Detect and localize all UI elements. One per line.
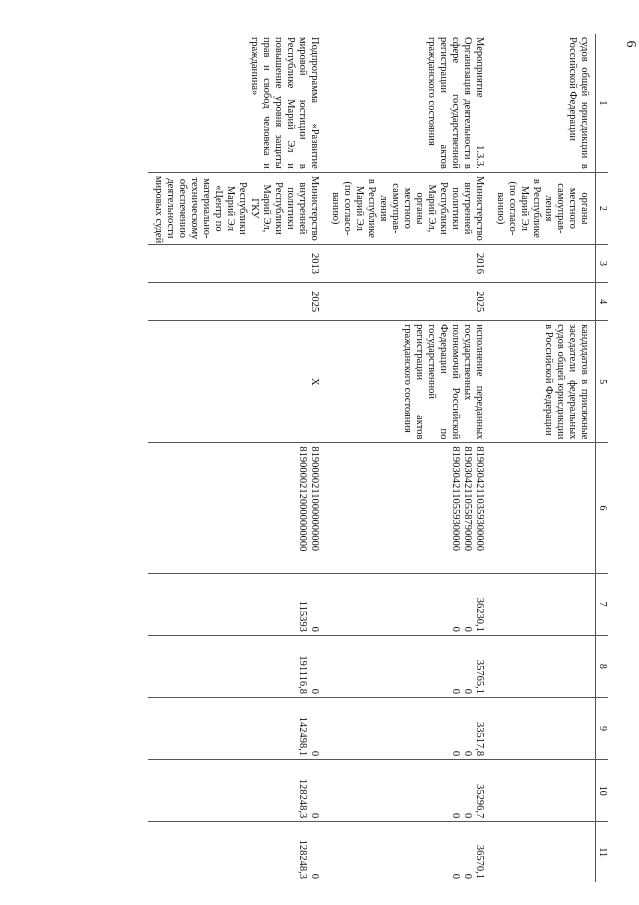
amount-cell-10 — [325, 760, 490, 822]
amount-value: 35296,7 — [474, 784, 485, 819]
budget-code: 81900002120000000000 — [297, 446, 308, 552]
executor-line: ванию) — [495, 192, 506, 225]
executor-line: ления — [378, 195, 389, 222]
measure-name-cell: судов общей юрисдикции в Российской Федерации — [567, 37, 590, 169]
executor-line: материально- — [201, 178, 212, 239]
end-year-cell: 2025 — [325, 283, 490, 321]
executor-line: ГКУ — [249, 198, 260, 219]
amount-cell-8 — [148, 635, 325, 697]
executor-line: мировых судей — [153, 175, 164, 244]
executor-cell — [490, 172, 596, 244]
table-body — [148, 34, 596, 882]
amount-value: 0 — [309, 813, 320, 819]
amount-value: 0 — [309, 626, 320, 632]
executor-line: местного — [567, 187, 578, 229]
amount-cell-11 — [325, 822, 490, 882]
direction-cell: Х — [148, 321, 325, 443]
budget-table — [148, 34, 608, 882]
amount-value: 0 — [309, 873, 320, 879]
executor-line: «Центр по — [213, 185, 224, 232]
rotated-table-container — [120, 34, 608, 882]
amount-cell-9 — [148, 697, 325, 759]
executor-line: местного — [402, 187, 413, 229]
executor-line: политики — [450, 187, 461, 230]
table-row — [148, 34, 325, 882]
column-number-3: 3 — [596, 244, 609, 282]
amount-value: 0 — [309, 688, 320, 694]
executor-line: внутренней — [462, 182, 473, 235]
amount-value: 128248,3 — [297, 839, 308, 879]
budget-code-cell — [325, 443, 490, 573]
amount-value: 115393 — [297, 600, 308, 632]
amount-cell-11 — [148, 822, 325, 882]
amount-value: 36230,1 — [474, 597, 485, 632]
column-number-9: 9 — [596, 697, 609, 759]
amount-cell-10 — [148, 760, 325, 822]
executor-line: самоуправ- — [555, 183, 566, 234]
start-year-cell — [490, 244, 596, 282]
amount-value: 0 — [462, 813, 473, 819]
amount-value: 0 — [462, 873, 473, 879]
executor-line: органы — [579, 192, 590, 225]
amount-cell-7 — [325, 573, 490, 635]
budget-code: 81903042110359300000 — [474, 446, 485, 552]
amount-value: 0 — [450, 688, 461, 694]
column-number-7: 7 — [596, 573, 609, 635]
amount-cell-9 — [490, 697, 596, 759]
amount-value: 0 — [450, 873, 461, 879]
amount-value: 0 — [462, 750, 473, 757]
end-year-cell — [490, 283, 596, 321]
column-number-5: 5 — [596, 321, 609, 443]
column-number-10: 10 — [596, 760, 609, 822]
column-number-row — [596, 34, 609, 882]
executor-line: (по согласо- — [507, 181, 518, 236]
amount-value: 33517,8 — [474, 722, 485, 757]
amount-cell-7 — [148, 573, 325, 635]
direction-cell: исполнение переданных государственных полномочий Российской Федерации по государственной регистрации актов гражданского состояния — [325, 321, 490, 443]
amount-value: 0 — [450, 750, 461, 757]
executor-line: ления — [543, 195, 554, 222]
column-number-11: 11 — [596, 822, 609, 882]
executor-line: Марий Эл — [519, 185, 530, 231]
measure-name-cell: Подпрограмма «Развитие мировой юстиции в Республике Марий Эл и повышение уровня защиты прав и свобод человека и гражданина» — [249, 37, 320, 169]
executor-line: ванию) — [330, 192, 341, 225]
amount-value: 0 — [450, 626, 461, 632]
page-number: 6 — [623, 40, 638, 48]
start-year-cell: 2016 — [325, 244, 490, 282]
executor-line: Марий Эл — [225, 185, 236, 231]
executor-line: органы — [414, 192, 425, 225]
budget-code: 81900002110000000000 — [309, 446, 320, 552]
executor-line: политики — [285, 187, 296, 230]
start-year-cell: 2013 — [148, 244, 325, 282]
amount-value: 128248,3 — [297, 778, 308, 819]
executor-line: Республики — [237, 182, 248, 235]
executor-line: деятельности — [165, 178, 176, 239]
amount-value: 191116,8 — [297, 655, 308, 694]
amount-value: 0 — [462, 688, 473, 694]
table-row — [490, 34, 596, 882]
executor-line: Марий Эл, — [261, 184, 272, 233]
amount-cell-10 — [490, 760, 596, 822]
measure-name-cell: Мероприятие 1.3.3. Организация деятельности в сфере государственной регистрации актов гражданского состояния — [426, 37, 485, 169]
amount-cell-9 — [325, 697, 490, 759]
amount-value: 0 — [450, 813, 461, 819]
column-number-1: 1 — [596, 34, 609, 172]
executor-line: в Республике — [366, 178, 377, 238]
executor-line: в Республике — [531, 178, 542, 238]
budget-code-cell — [490, 443, 596, 573]
column-number-2: 2 — [596, 172, 609, 244]
executor-cell — [325, 172, 490, 244]
amount-value: 0 — [309, 750, 320, 757]
executor-line: Республики — [273, 182, 284, 235]
executor-line: техническому — [189, 177, 200, 240]
budget-code: 81903042110559300000 — [450, 446, 461, 552]
executor-line: Министерство — [474, 176, 485, 241]
executor-line: Республики — [438, 182, 449, 235]
direction-cell: кандидатов в присяжные заседатели федеральных судов общей юрисдикции в Российской Федерации — [490, 321, 596, 443]
budget-code-cell — [148, 443, 325, 573]
column-number-8: 8 — [596, 635, 609, 697]
table-row — [325, 34, 490, 882]
executor-line: Министерство — [309, 176, 320, 241]
column-number-6: 6 — [596, 443, 609, 573]
amount-value: 0 — [462, 626, 473, 632]
amount-value: 35765,1 — [474, 659, 485, 694]
budget-code: 81903042110558790000 — [462, 446, 473, 552]
amount-value: 36570,1 — [474, 844, 485, 879]
amount-cell-8 — [490, 635, 596, 697]
end-year-cell: 2025 — [148, 283, 325, 321]
column-number-4: 4 — [596, 283, 609, 321]
amount-cell-7 — [490, 573, 596, 635]
executor-line: самоуправ- — [390, 183, 401, 234]
executor-line: Марий Эл — [354, 185, 365, 231]
amount-cell-11 — [490, 822, 596, 882]
executor-line: внутренней — [297, 182, 308, 235]
executor-cell — [148, 172, 325, 244]
amount-value: 142498,1 — [297, 716, 308, 757]
executor-line: обеспечению — [177, 178, 188, 238]
executor-line: Марий Эл, — [426, 184, 437, 233]
amount-cell-8 — [325, 635, 490, 697]
executor-line: (по согласо- — [342, 181, 353, 236]
